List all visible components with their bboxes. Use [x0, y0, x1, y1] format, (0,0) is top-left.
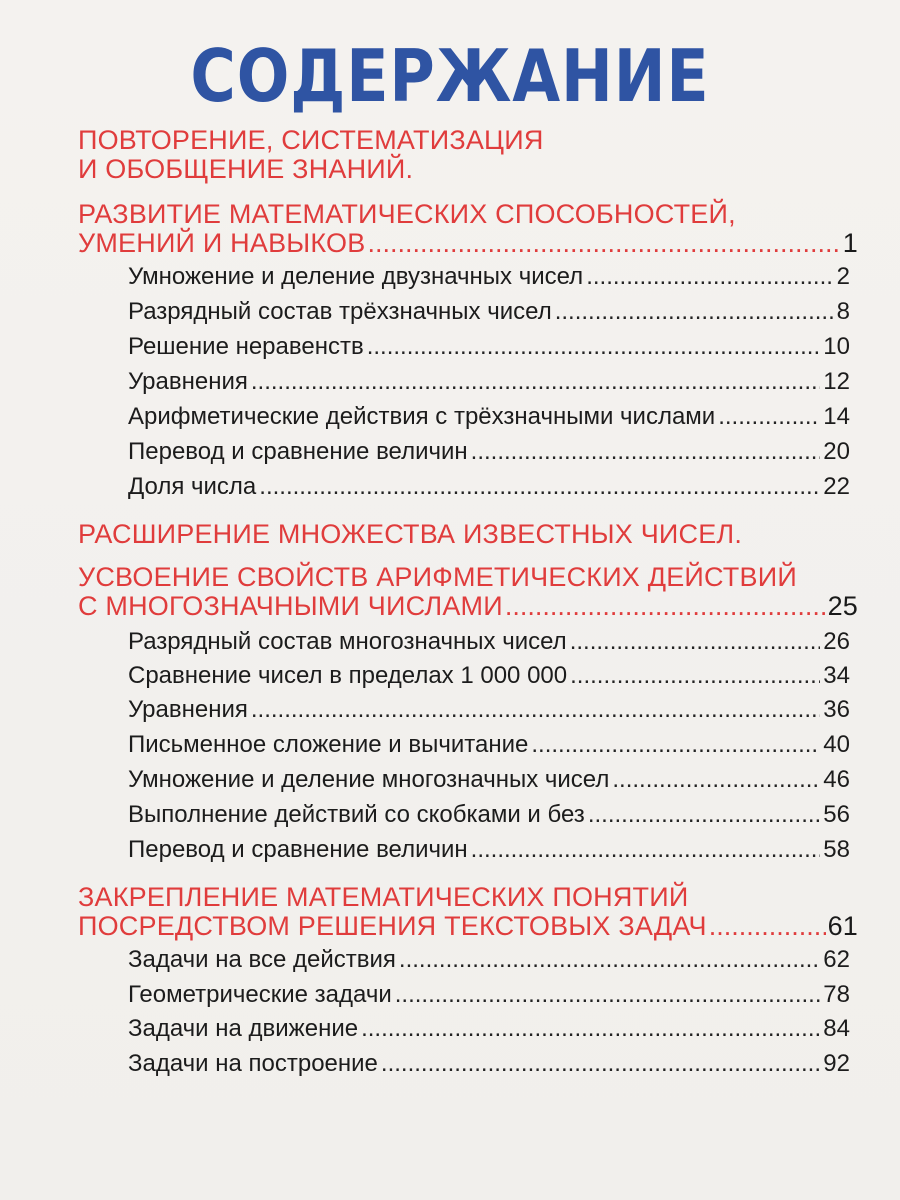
toc-entry-label: Уравнения: [128, 696, 248, 723]
dot-leader: [586, 260, 833, 294]
toc-entry-page: 36: [823, 696, 850, 723]
section-heading-line: ПОВТОРЕНИЕ, СИСТЕМАТИЗАЦИЯ: [78, 125, 544, 155]
section-heading-line: УСВОЕНИЕ СВОЙСТВ АРИФМЕТИЧЕСКИХ ДЕЙСТВИЙ: [78, 562, 797, 592]
toc-entry-label: Письменное сложение и вычитание: [128, 731, 529, 758]
toc-entry-page: 62: [823, 946, 850, 973]
toc-entry-label: Геометрические задачи: [128, 981, 392, 1008]
toc-entry-label: Умножение и деление многозначных чисел: [128, 766, 610, 793]
dot-leader: [612, 763, 820, 797]
section-heading-consolidation: [78, 883, 858, 941]
toc-entry-page: 40: [823, 731, 850, 758]
toc-entry[interactable]: [128, 978, 850, 1012]
toc-entry-page: 8: [836, 298, 850, 325]
page-title: СОДЕРЖАНИЕ: [190, 34, 710, 118]
section-heading-review: [78, 126, 858, 184]
toc-entry[interactable]: [128, 295, 850, 329]
section-page-number: 1: [842, 228, 858, 258]
toc-entry[interactable]: [128, 943, 850, 977]
toc-entry-label: Перевод и сравнение величин: [128, 836, 468, 863]
toc-entry-page: 84: [823, 1015, 850, 1042]
toc-entry-label: Задачи на все действия: [128, 946, 396, 973]
toc-entry-label: Сравнение чисел в пределах 1 000 000: [128, 662, 568, 689]
section-heading-line: РАЗВИТИЕ МАТЕМАТИЧЕСКИХ СПОСОБНОСТЕЙ,: [78, 199, 736, 229]
dot-leader: [367, 330, 821, 364]
toc-entry-label: Решение неравенств: [128, 333, 364, 360]
section-heading-line: УМЕНИЙ И НАВЫКОВ: [78, 228, 366, 258]
toc-entry[interactable]: [128, 763, 850, 797]
toc-entry-label: Разрядный состав многозначных чисел: [128, 628, 567, 655]
section-heading-line: ЗАКРЕПЛЕНИЕ МАТЕМАТИЧЕСКИХ ПОНЯТИЙ: [78, 882, 689, 912]
toc-entry-page: 78: [823, 981, 850, 1008]
section-heading-line: С МНОГОЗНАЧНЫМИ ЧИСЛАМИ: [78, 591, 503, 621]
dot-leader: [471, 435, 821, 469]
dot-leader: [251, 365, 820, 399]
dot-leader: [381, 1047, 820, 1081]
section-heading-line: РАСШИРЕНИЕ МНОЖЕСТВА ИЗВЕСТНЫХ ЧИСЕЛ.: [78, 519, 743, 549]
section-heading-last-line: [78, 592, 858, 621]
toc-entry[interactable]: [128, 625, 850, 659]
section-heading-extension: [78, 520, 858, 549]
toc-entry[interactable]: [128, 833, 850, 867]
toc-entry-label: Задачи на построение: [128, 1050, 378, 1077]
toc-entry-label: Уравнения: [128, 368, 248, 395]
toc-entry-label: Выполнение действий со скобками и без: [128, 801, 585, 828]
toc-entry-page: 58: [823, 836, 850, 863]
toc-entry-page: 10: [823, 333, 850, 360]
toc-entry-page: 56: [823, 801, 850, 828]
section-heading-last-line: [78, 229, 858, 258]
toc-entry[interactable]: [128, 260, 850, 294]
dot-leader: [399, 943, 820, 977]
toc-entry-page: 20: [823, 438, 850, 465]
toc-entry[interactable]: [128, 435, 850, 469]
dot-leader: [505, 592, 826, 621]
dot-leader: [570, 659, 820, 693]
toc-entry[interactable]: [128, 330, 850, 364]
toc-entry[interactable]: [128, 365, 850, 399]
toc-entry[interactable]: [128, 728, 850, 762]
section-heading-line: ПОСРЕДСТВОМ РЕШЕНИЯ ТЕКСТОВЫХ ЗАДАЧ: [78, 911, 707, 941]
toc-entry-label: Задачи на движение: [128, 1015, 359, 1042]
dot-leader: [555, 295, 834, 329]
toc-entry-page: 46: [823, 766, 850, 793]
toc-entry-label: Умножение и деление двузначных чисел: [128, 263, 584, 290]
toc-entry[interactable]: [128, 1047, 850, 1081]
dot-leader: [709, 912, 826, 941]
dot-leader: [471, 833, 821, 867]
toc-entry[interactable]: [128, 470, 850, 504]
toc-entry-page: 22: [823, 473, 850, 500]
dot-leader: [251, 693, 820, 727]
dot-leader: [570, 625, 821, 659]
dot-leader: [367, 229, 840, 258]
section-page-number: 25: [827, 591, 858, 621]
toc-entry-page: 12: [823, 368, 850, 395]
toc-entry[interactable]: [128, 693, 850, 727]
toc-entry[interactable]: [128, 1012, 850, 1046]
dot-leader: [588, 798, 820, 832]
dot-leader: [361, 1012, 820, 1046]
toc-entry[interactable]: [128, 400, 850, 434]
toc-entry-page: 2: [836, 263, 850, 290]
toc-entry-label: Перевод и сравнение величин: [128, 438, 468, 465]
section-page-number: 61: [827, 911, 858, 941]
dot-leader: [718, 400, 820, 434]
toc-entry[interactable]: [128, 798, 850, 832]
section-heading-line: И ОБОБЩЕНИЕ ЗНАНИЙ.: [78, 154, 414, 184]
toc-entry-label: Разрядный состав трёхзначных чисел: [128, 298, 552, 325]
toc-entry-page: 14: [823, 403, 850, 430]
section-heading-properties: [78, 563, 858, 621]
toc-entry-page: 92: [823, 1050, 850, 1077]
toc-entry-label: Доля числа: [128, 473, 257, 500]
section-heading-development: [78, 200, 858, 258]
section-heading-last-line: [78, 912, 858, 941]
toc-entry[interactable]: [128, 659, 850, 693]
toc-entry-page: 26: [823, 628, 850, 655]
toc-entry-label: Арифметические действия с трёхзначными числами: [128, 403, 716, 430]
toc-entry-page: 34: [823, 662, 850, 689]
dot-leader: [531, 728, 820, 762]
dot-leader: [259, 470, 820, 504]
dot-leader: [395, 978, 821, 1012]
